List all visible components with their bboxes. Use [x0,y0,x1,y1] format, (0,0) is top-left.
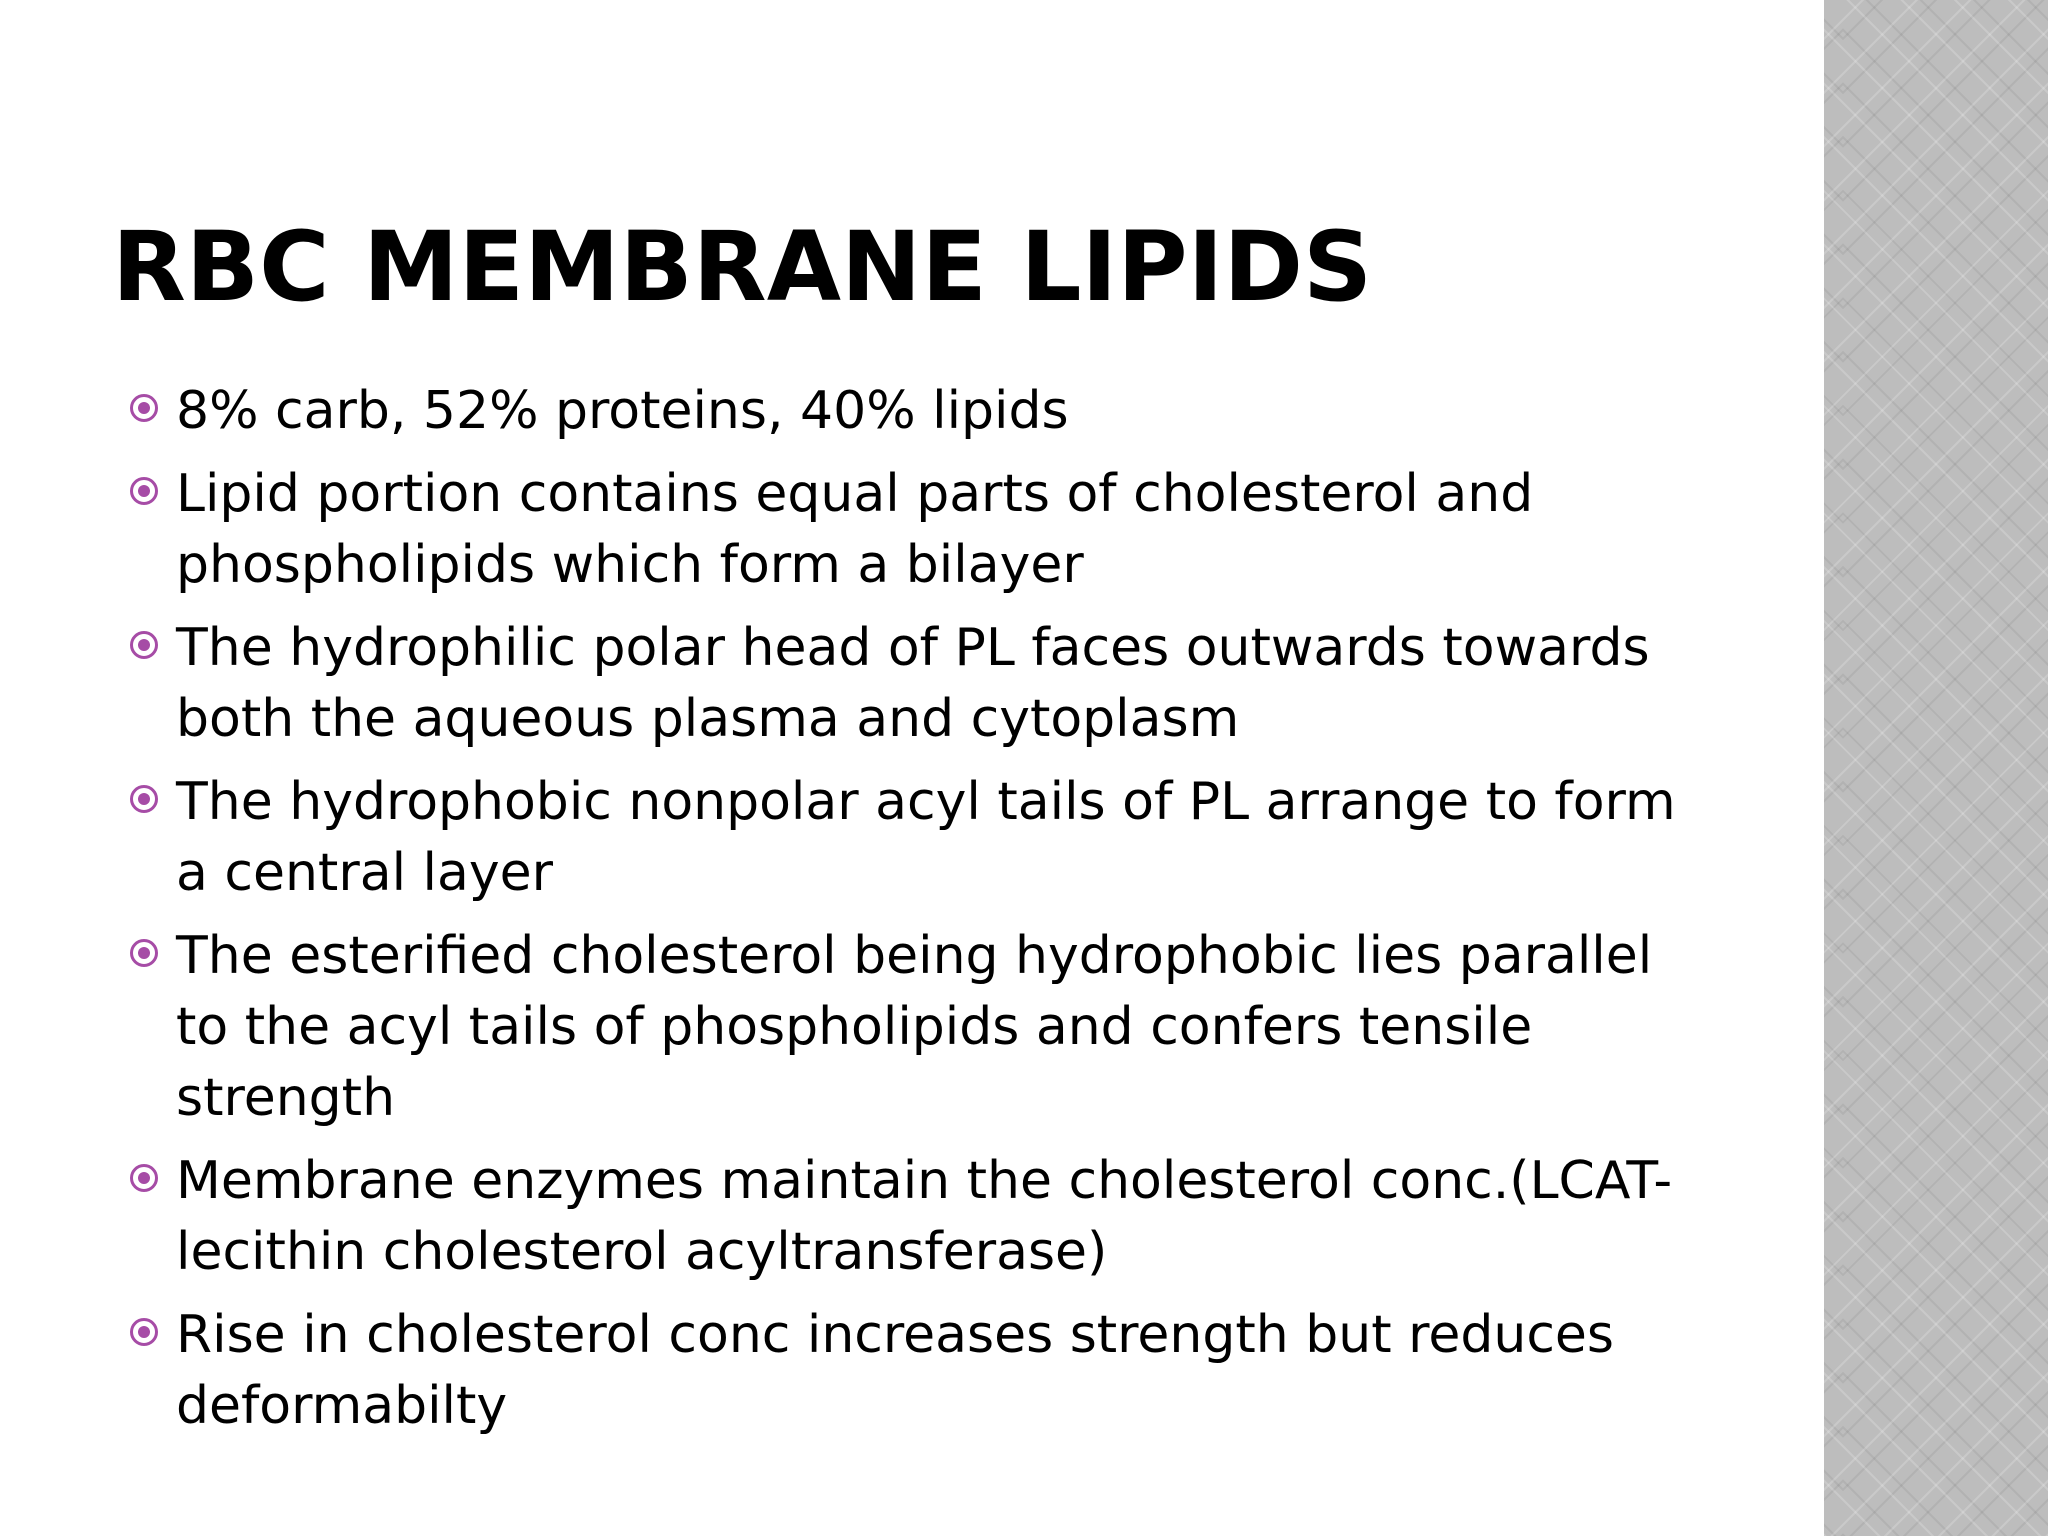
circle-bullet-icon [130,394,158,422]
bullet-text: Membrane enzymes maintain the cholesterol conc.(LCAT-lecithin cholesterol acyltransferase) [176,1151,1673,1282]
bullet-item [130,613,1700,755]
circle-bullet-icon [130,1164,158,1192]
bullet-item [130,376,1700,447]
circle-bullet-icon [130,1318,158,1346]
circle-bullet-icon [130,939,158,967]
bullet-item [130,921,1700,1134]
bullet-text: Lipid portion contains equal parts of cholesterol and phospholipids which form a bilayer [176,464,1534,595]
bullet-text: The hydrophobic nonpolar acyl tails of PL arrange to form a central layer [176,772,1676,903]
bullet-item [130,767,1700,909]
bullet-item [130,1146,1700,1288]
bullet-text: Rise in cholesterol conc increases strength but reduces deformabilty [176,1305,1614,1436]
bullet-text: The hydrophilic polar head of PL faces outwards towards both the aqueous plasma and cytoplasm [176,618,1650,749]
bullet-text: The esterified cholesterol being hydrophobic lies parallel to the acyl tails of phospholipids and confers tensile strength [176,926,1653,1128]
circle-bullet-icon [130,477,158,505]
bullet-list [130,376,1700,1454]
bullet-text: 8% carb, 52% proteins, 40% lipids [176,381,1069,441]
decorative-side-panel [1824,0,2048,1536]
circle-bullet-icon [130,631,158,659]
slide-title: RBC MEMBRANE LIPIDS [112,211,1373,323]
bullet-item [130,459,1700,601]
circle-bullet-icon [130,785,158,813]
bullet-item [130,1300,1700,1442]
